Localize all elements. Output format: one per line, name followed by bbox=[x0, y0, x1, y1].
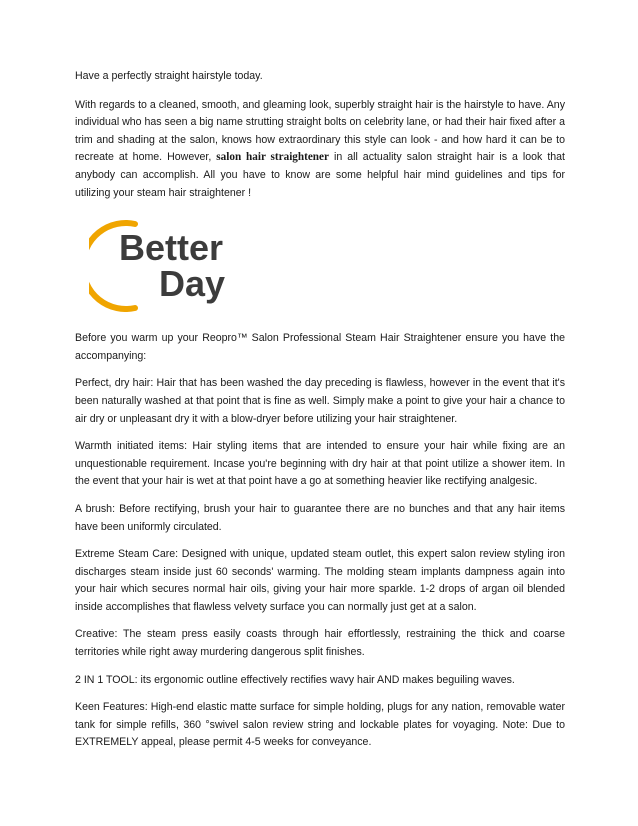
logo-line1: Better bbox=[119, 227, 224, 269]
intro-body-text-continued: in all actuality salon straight hair is a look that anybody can accomplish. All you have to know are some helpful hair mind guidelines and tips for utilizing your steam hair straightener ! bbox=[75, 151, 565, 199]
features-paragraph: Keen Features: High-end elastic matte surface for simple holding, plugs for any nation, removable water tank for simple refills, 360 °swivel salon review string and lockable plates for voyaging. Note: Due to EXTREMELY appeal, please permit 4-5 weeks for conveyance. bbox=[75, 701, 565, 749]
two-in-one-paragraph: 2 IN 1 TOOL: its ergonomic outline effectively rectifies wavy hair AND makes beguiling waves. bbox=[75, 673, 515, 686]
preparation-paragraph: Before you warm up your Reopro™ Salon Professional Steam Hair Straightener ensure you have the accompanying: bbox=[75, 332, 565, 362]
dry-hair-paragraph: Perfect, dry hair: Hair that has been washed the day preceding is flawless, however in the event that it's been naturally washed at that point that is fine as well. Simply make a point to give your hair a chance to air dry or unpleasant dry it with a blow-dryer before utilizing your hair straightener. bbox=[75, 377, 565, 425]
intro-body-paragraph bbox=[75, 97, 565, 203]
keyword-link[interactable]: salon hair straightener bbox=[216, 151, 329, 164]
creative-paragraph: Creative: The steam press easily coasts through hair effortlessly, restraining the thick and coarse territories while right away murdering dangerous split finishes. bbox=[75, 628, 565, 659]
brush-paragraph: A brush: Before rectifying, brush your hair to guarantee there are no bunches and that any hair items have been uniformly circulated. bbox=[75, 502, 565, 533]
intro-body-text: With regards to a cleaned, smooth, and gleaming look, superbly straight hair is the hairstyle to have. Any individual who has seen a big name strutting straight bolts on celebrity lane, or had their hair fixed after a trim and shading at the salon, knows how extraordinary this style can look - and how hard it can be to recreate at home. However, bbox=[75, 98, 565, 164]
steam-care-paragraph: Extreme Steam Care: Designed with unique, updated steam outlet, this expert salon review styling iron discharges steam inside just 60 seconds' warming. The molding steam implants dampness again into your hair which secures normal hair oils, giving your hair more sparkle. 1-2 drops of argan oil blended inside accomplishes that flawless velvety surface you can normally just get at a salon. bbox=[75, 548, 565, 613]
logo-line2: Day bbox=[159, 263, 226, 305]
better-day-logo bbox=[89, 216, 259, 312]
intro-paragraph: Have a perfectly straight hairstyle today. bbox=[75, 70, 263, 82]
document-page bbox=[75, 68, 565, 762]
heat-products-paragraph: Warmth initiated items: Hair styling items that are intended to ensure your hair while fixing are an unquestionable requirement. Incase you're beginning with dry hair at that point utilize a shower item. In the event that your hair is wet at that point have a go at something heavier like rectifying analgesic. bbox=[75, 440, 565, 488]
